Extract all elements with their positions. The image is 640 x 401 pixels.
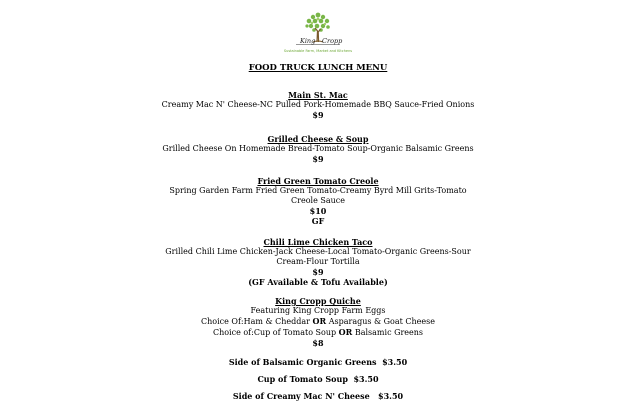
item-price: $9	[312, 110, 324, 120]
menu-item	[0, 90, 636, 120]
logo-text-king: King	[300, 37, 316, 45]
choice-text: Choice of:Cup of Tomato Soup	[212, 328, 339, 337]
choice-text: Balsamic Greens	[352, 328, 424, 337]
choice-or: OR	[312, 316, 327, 326]
logo-text-cropp: Cropp	[322, 37, 343, 45]
item-price: $10	[309, 206, 327, 216]
side-item: Side of Creamy Mac N' Cheese $3.50	[232, 391, 404, 401]
item-price: $9	[312, 154, 324, 164]
choice-text: Choice Of:Ham & Cheddar	[201, 317, 313, 326]
choice-text: Asparagus & Goat Cheese	[326, 317, 435, 326]
side-item: Cup of Tomato Soup $3.50	[257, 374, 379, 384]
item-note: GF	[311, 216, 325, 226]
item-description: Creamy Mac N' Cheese-NC Pulled Pork-Homemade BBQ Sauce-Fried Onions	[161, 100, 475, 109]
item-name: Chili Lime Chicken Taco	[263, 237, 373, 247]
menu-item	[0, 176, 636, 226]
logo	[282, 8, 354, 56]
item-choice-line	[0, 316, 636, 327]
item-price: $9	[312, 267, 324, 277]
menu-item	[0, 134, 636, 164]
item-description: Grilled Cheese On Homemade Bread-Tomato Soup-Organic Balsamic Greens	[162, 144, 474, 153]
item-name: Grilled Cheese & Soup	[267, 134, 369, 144]
side-item: Side of Balsamic Organic Greens $3.50	[228, 357, 408, 367]
item-description-line: Creole Sauce	[291, 196, 345, 205]
item-description-line: Grilled Chili Lime Chicken-Jack Cheese-Local Tomato-Organic Greens-Sour	[165, 247, 471, 256]
logo-tagline: Sustainable Farm, Market and Kitchens	[283, 49, 353, 53]
item-choice-line	[0, 327, 636, 338]
item-name: Fried Green Tomato Creole	[257, 176, 379, 186]
item-description-line: Featuring King Cropp Farm Eggs	[250, 306, 386, 315]
tree-logo-icon	[282, 8, 354, 50]
choice-or: OR	[338, 327, 353, 337]
item-description-line: Cream-Flour Tortilla	[276, 257, 360, 266]
item-price: $8	[312, 338, 324, 348]
item-note: (GF Available & Tofu Available)	[248, 277, 388, 287]
page-title: FOOD TRUCK LUNCH MENU	[248, 63, 388, 73]
item-description-line: Spring Garden Farm Fried Green Tomato-Creamy Byrd Mill Grits-Tomato	[169, 186, 467, 195]
item-name: Main St. Mac	[288, 90, 348, 100]
menu-item	[0, 296, 636, 348]
menu-item	[0, 237, 636, 287]
item-name: King Cropp Quiche	[275, 296, 361, 306]
